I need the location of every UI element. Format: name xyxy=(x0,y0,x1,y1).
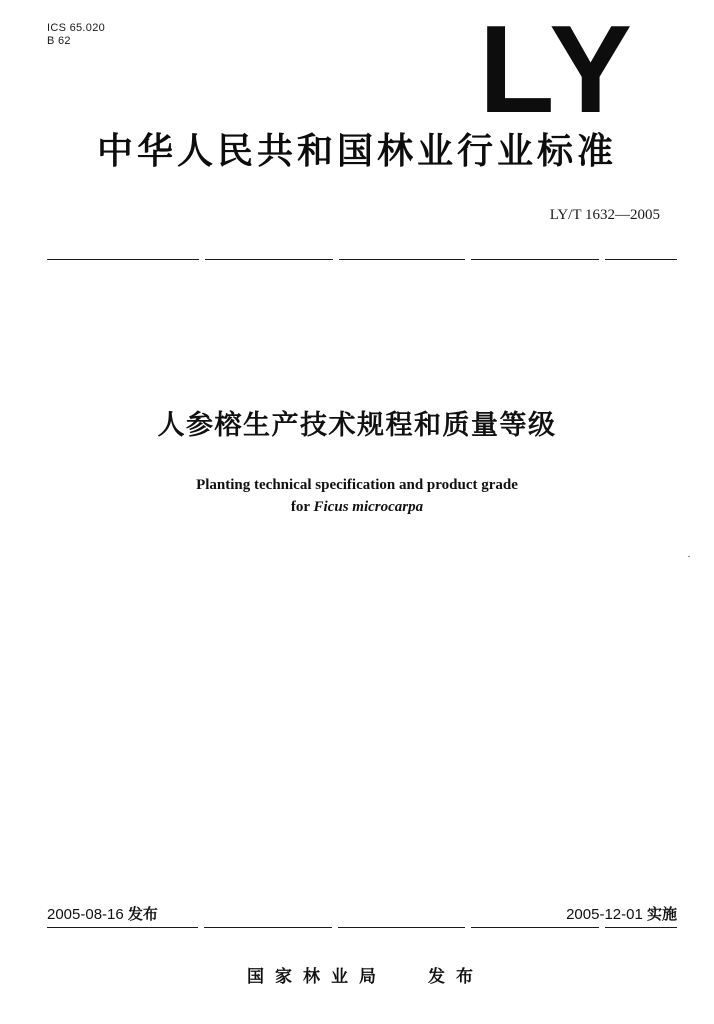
title-en-prefix: for xyxy=(290,499,310,515)
ly-logo: LY xyxy=(478,1,638,139)
divider-segment xyxy=(605,259,677,260)
title-en-line-1: Planting technical specification and product grade xyxy=(196,477,518,493)
issue-date: 2005-08-16 xyxy=(47,906,124,923)
divider-segment xyxy=(47,259,199,260)
divider-segment xyxy=(47,927,198,928)
issue-date-block xyxy=(47,904,158,925)
scan-speck xyxy=(688,556,690,557)
publisher-name: 国家林业局 xyxy=(247,967,387,987)
implement-date: 2005-12-01 xyxy=(566,906,643,923)
divider-segment xyxy=(338,927,465,928)
issue-label: 发布 xyxy=(127,905,158,923)
standard-code: LY/T 1632—2005 xyxy=(549,207,660,223)
divider-segment xyxy=(471,927,599,928)
divider-segment xyxy=(471,259,599,260)
implement-date-block xyxy=(566,904,677,925)
divider-segment xyxy=(605,927,677,928)
species-name: Ficus microcarpa xyxy=(313,499,424,515)
document-title-en xyxy=(0,474,714,518)
classification-codes xyxy=(47,22,105,48)
ccs-code: B 62 xyxy=(47,35,71,47)
divider-segment xyxy=(204,927,332,928)
title-en-line-2 xyxy=(0,496,714,518)
standard-title: 中华人民共和国林业行业标准 xyxy=(96,131,617,172)
divider-segment xyxy=(339,259,465,260)
divider-segment xyxy=(205,259,333,260)
ics-code: ICS 65.020 xyxy=(47,22,106,34)
document-title-cn: 人参榕生产技术规程和质量等级 xyxy=(157,410,557,441)
implement-label: 实施 xyxy=(646,905,677,923)
publish-label: 发布 xyxy=(428,967,484,987)
